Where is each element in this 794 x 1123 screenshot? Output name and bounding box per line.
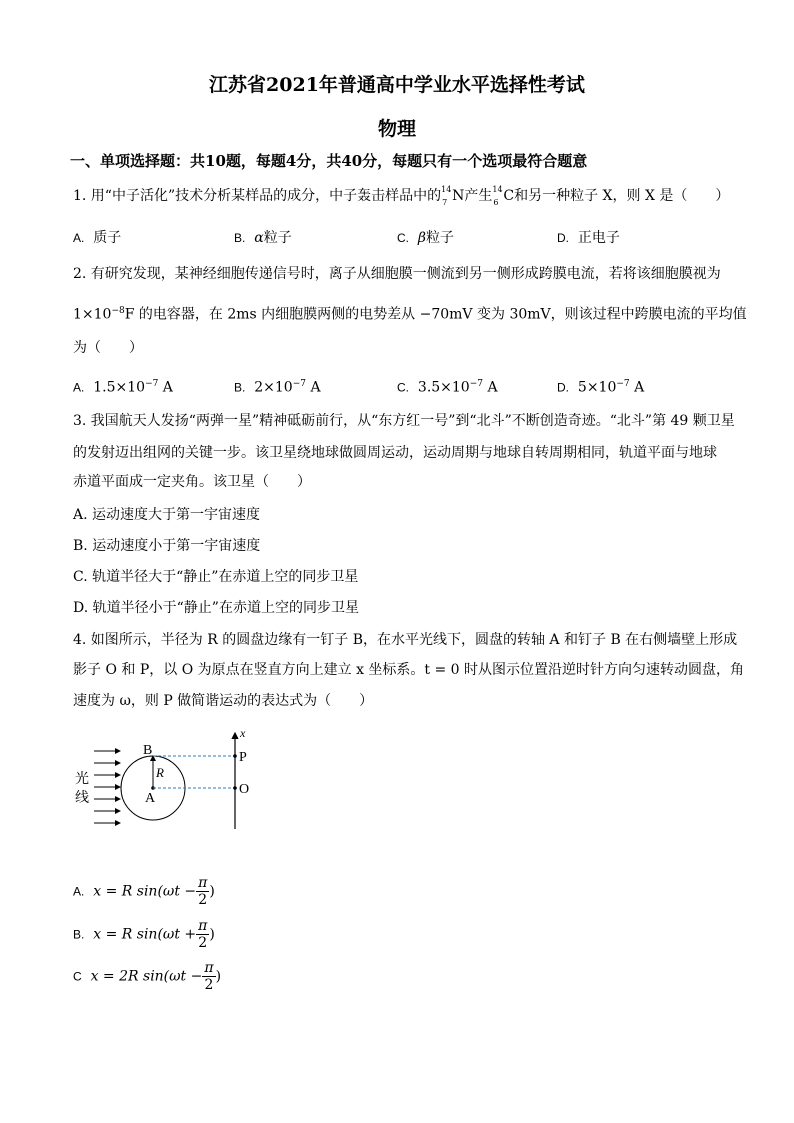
question-4-line-3: 速度为 ω，则 P 做简谐运动的表达式为（ ） (73, 693, 374, 709)
q4-option-a-close: ) (209, 883, 215, 900)
carbon-symbol: C (503, 188, 515, 204)
light-label-1: 光 (75, 771, 89, 787)
q2-option-d-base: 5×10 (577, 379, 617, 396)
nitrogen-mass-number: 14 (441, 185, 452, 194)
question-1-stem (73, 186, 729, 205)
fraction-numerator: π (198, 875, 208, 891)
q4-option-b-close: ) (209, 926, 215, 943)
q4-option-b-expr: x = R sin(ωt + (93, 926, 197, 943)
x-axis-label: x (240, 726, 246, 740)
q1-option-c-text: 粒子 (426, 230, 454, 246)
q3-option-b: B. 运动速度小于第一宇宙速度 (73, 538, 261, 554)
q1-text-a: 1. 用“中子活化”技术分析某样品的成分，中子轰击样品中的 (73, 188, 442, 204)
q1-option-c (397, 229, 454, 247)
q4-option-a-label: A. (73, 884, 85, 899)
q1-option-b (234, 229, 292, 247)
q1-option-b-label: B. (234, 231, 246, 245)
q4-option-b-label: B. (73, 927, 85, 942)
question-2-line-2 (73, 302, 747, 324)
fraction-denominator: 2 (198, 892, 208, 908)
q2-option-c-unit: A (487, 379, 498, 396)
question-4-line-1: 4. 如图所示，半径为 R 的圆盘边缘有一钉子 B，在水平光线下，圆盘的转轴 A 和钉子 B 在右侧墙壁上形成 (73, 632, 738, 648)
q2-option-c-exponent: −7 (469, 379, 483, 389)
q4-option-c (73, 960, 221, 993)
q2-option-d-exponent: −7 (616, 379, 630, 389)
q2-option-c (397, 375, 498, 397)
q2-option-a-exponent: −7 (145, 379, 159, 389)
q2-capacitance-base: 1×10 (73, 306, 112, 323)
q1-option-c-label: C. (397, 231, 409, 245)
exam-title: 江苏省2021年普通高中学业水平选择性考试 (209, 74, 585, 96)
point-p-label: P (239, 750, 247, 765)
q2-capacitance-exponent: −8 (111, 306, 125, 316)
q2-option-d-label: D. (557, 380, 569, 395)
q2-option-d-unit: A (634, 379, 645, 396)
nitrogen-symbol: N (452, 188, 465, 204)
section-heading: 一、单项选择题：共10题，每题4分，共40分，每题只有一个选项最符合题意 (70, 152, 588, 170)
carbon-mass-number: 14 (492, 185, 503, 194)
pi-over-2-fraction (202, 960, 215, 993)
q3-option-a: A. 运动速度大于第一宇宙速度 (73, 507, 261, 523)
shadow-point-p (233, 754, 237, 758)
q4-option-a-expr: x = R sin(ωt − (93, 883, 197, 900)
shadow-point-o (233, 786, 237, 790)
q1-option-a (73, 229, 121, 247)
nitrogen-atomic-number: 7 (442, 198, 448, 207)
pi-over-2-fraction (196, 918, 209, 951)
q2-option-b-label: B. (234, 380, 246, 395)
fraction-denominator: 2 (204, 977, 214, 993)
fraction-numerator: π (198, 918, 208, 934)
q2-option-c-base: 3.5×10 (417, 379, 470, 396)
fraction-denominator: 2 (198, 935, 208, 951)
point-o-label: O (239, 782, 250, 797)
point-a-label: A (145, 791, 156, 806)
question-2-line-3: 为（ ） (73, 340, 143, 356)
subject-title: 物理 (377, 118, 416, 140)
q2-option-c-label: C. (397, 380, 409, 395)
radius-label: R (156, 765, 164, 780)
q2-line-2-rest: F 的电容器，在 2ms 内细胞膜两侧的电势差从 −70mV 变为 30mV，则该过程中跨膜电流的平均值 (124, 306, 747, 323)
q1-option-a-text: 质子 (93, 230, 122, 246)
q2-option-b (234, 375, 321, 397)
question-3-line-3: 赤道平面成一定夹角。该卫星（ ） (73, 474, 311, 490)
q2-option-b-exponent: −7 (292, 379, 306, 389)
q1-text-b: 产生 (464, 188, 493, 204)
q2-option-d (557, 375, 644, 397)
point-b-label: B (143, 743, 153, 758)
q3-option-c: C. 轨道半径大于“静止”在赤道上空的同步卫星 (73, 569, 359, 585)
q2-option-b-unit: A (310, 379, 321, 396)
q4-option-b (73, 918, 215, 951)
q1-option-d (557, 229, 620, 247)
q2-option-a (73, 375, 173, 397)
light-arrows (94, 751, 120, 823)
question-3-line-2: 的发射迈出组网的关键一步。该卫星绕地球做圆周运动，运动周期与地球自转周期相同，轨道平面与地球 (73, 445, 717, 461)
question-4-line-2: 影子 O 和 P，以 O 为原点在竖直方向上建立 x 坐标系。t = 0 时从图示位置沿逆时针方向匀速转动圆盘，角 (73, 662, 745, 678)
q1-option-a-label: A. (73, 231, 85, 245)
q2-option-a-base: 1.5×10 (93, 379, 146, 396)
q3-option-d: D. 轨道半径小于“静止”在赤道上空的同步卫星 (73, 600, 359, 616)
nitrogen-nuclide (441, 185, 452, 207)
q4-option-c-close: ) (215, 968, 222, 985)
pi-over-2-fraction (196, 875, 209, 908)
q2-option-a-label: A. (73, 380, 85, 395)
q1-option-b-text: 粒子 (263, 230, 292, 246)
q2-option-b-base: 2×10 (254, 379, 293, 396)
q4-option-c-label: C (73, 969, 82, 984)
q2-option-a-unit: A (162, 379, 173, 396)
q4-option-a (73, 875, 215, 908)
beta-symbol: β (417, 230, 426, 246)
q1-option-d-label: D. (557, 231, 569, 245)
carbon-atomic-number: 6 (493, 198, 499, 207)
q1-option-d-text: 正电子 (577, 230, 620, 246)
light-label-2: 线 (75, 790, 89, 806)
question-2-line-1: 2. 有研究发现，某神经细胞传递信号时，离子从细胞膜一侧流到另一侧形成跨膜电流，若将该细胞膜视为 (73, 266, 721, 282)
question-3-line-1: 3. 我国航天人发扬“两弹一星”精神砥砺前行，从“东方红一号”到“北斗”不断创造奇迹。“北斗”第 49 颗卫星 (73, 413, 735, 429)
q4-option-c-expr: x = 2R sin(ωt − (90, 968, 203, 985)
q1-text-c: 和另一种粒子 X，则 X 是（ ） (514, 188, 730, 204)
alpha-symbol: α (254, 230, 264, 246)
carbon-nuclide (492, 185, 503, 207)
disc-shadow-figure (70, 725, 270, 835)
fraction-numerator: π (204, 960, 214, 976)
